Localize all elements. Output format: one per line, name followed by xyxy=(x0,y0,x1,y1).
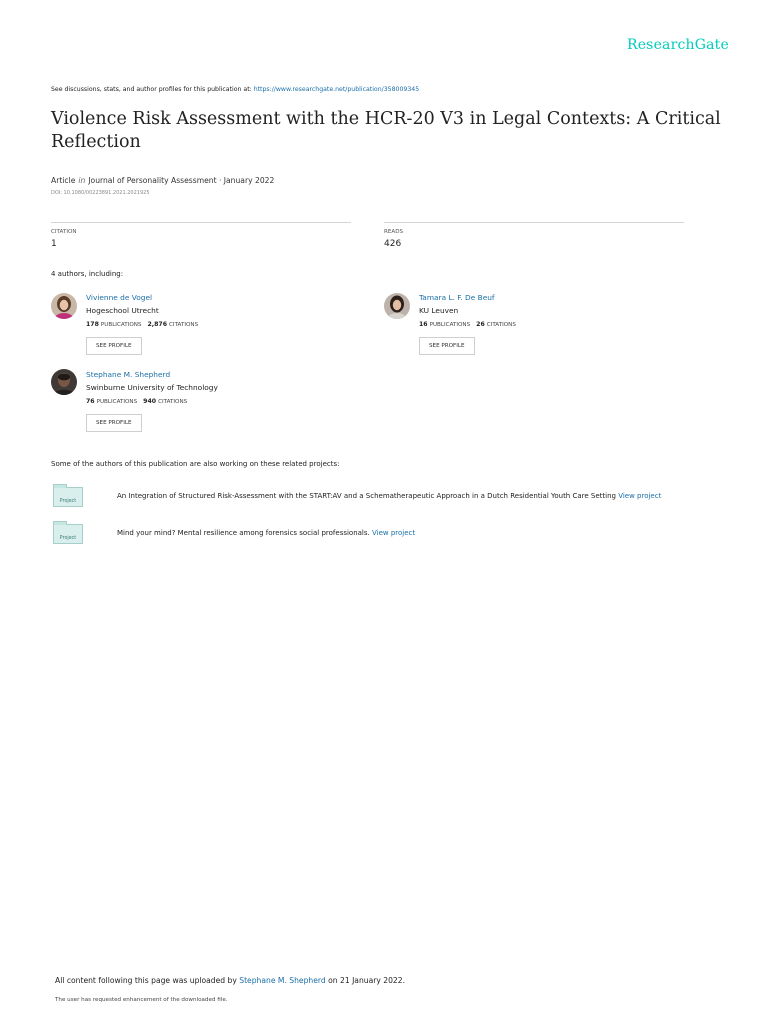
citations-count: 2,876 xyxy=(147,321,168,328)
in-word: in xyxy=(78,176,86,185)
researchgate-logo[interactable]: ResearchGate xyxy=(626,37,729,53)
view-project-link[interactable]: View project xyxy=(371,529,416,537)
project-title: Mind your mind? Mental resilience among forensics social professionals. xyxy=(117,529,372,537)
see-profile-button[interactable]: SEE PROFILE xyxy=(86,414,142,432)
project-item xyxy=(117,529,415,537)
author-institution: Swinburne University of Technology xyxy=(86,383,218,392)
discussion-line xyxy=(51,86,419,93)
avatar-stephane-shepherd[interactable] xyxy=(51,369,77,395)
project-folder-icon[interactable] xyxy=(53,487,83,507)
publications-count: 76 xyxy=(86,398,95,405)
publications-count: 16 xyxy=(419,321,428,328)
reads-count: 426 xyxy=(384,239,402,249)
project-icon-label: Project xyxy=(59,499,77,504)
project-folder-icon[interactable] xyxy=(53,524,83,544)
author-name-link[interactable]: Stephane M. Shepherd xyxy=(86,370,171,379)
citations-label: CITATIONS xyxy=(158,399,188,405)
divider-reads xyxy=(384,222,684,223)
avatar-portrait-icon xyxy=(51,293,77,319)
projects-heading: Some of the authors of this publication are also working on these related projects: xyxy=(51,460,340,468)
author-stats xyxy=(419,321,522,328)
view-project-link[interactable]: View project xyxy=(618,492,662,500)
journal-date: Journal of Personality Assessment · January 2022 xyxy=(88,176,275,185)
discussion-text: See discussions, stats, and author profiles for this publication at: xyxy=(51,86,254,93)
author-institution: KU Leuven xyxy=(419,306,459,315)
publications-count: 178 xyxy=(86,321,99,328)
citations-label: CITATIONS xyxy=(169,322,199,328)
author-institution: Hogeschool Utrecht xyxy=(86,306,159,315)
citations-count: 940 xyxy=(143,398,157,405)
publications-label: PUBLICATIONS xyxy=(429,322,471,328)
see-profile-button[interactable]: SEE PROFILE xyxy=(86,337,142,355)
avatar-portrait-icon xyxy=(384,293,410,319)
publications-label: PUBLICATIONS xyxy=(96,399,138,405)
citation-label: CITATION xyxy=(51,229,77,235)
article-title: Violence Risk Assessment with the HCR-20 V3 in Legal Contexts: A Critical Reflection xyxy=(51,109,721,152)
upload-suffix: on 21 January 2022. xyxy=(325,976,406,985)
avatar-vivienne-de-vogel[interactable] xyxy=(51,293,77,319)
citations-label: CITATIONS xyxy=(486,322,516,328)
upload-prefix: All content following this page was uploaded by xyxy=(55,976,240,985)
citations-count: 26 xyxy=(476,321,485,328)
project-icon-label: Project xyxy=(59,536,77,541)
project-item xyxy=(117,492,661,500)
project-title: An Integration of Structured Risk-Assessment with the START:AV and a Schematherapeutic Approach in a Dutch Residential Youth Care Setting xyxy=(117,492,619,500)
author-stats xyxy=(86,398,193,405)
article-meta xyxy=(51,176,274,185)
upload-notice xyxy=(55,976,405,985)
article-type: Article xyxy=(51,176,76,185)
doi: DOI: 10.1080/00223891.2021.2021925 xyxy=(51,190,150,196)
author-stats xyxy=(86,321,204,328)
reads-label: READS xyxy=(384,229,404,235)
author-name-link[interactable]: Tamara L. F. De Beuf xyxy=(419,293,495,302)
avatar-tamara-de-beuf[interactable] xyxy=(384,293,410,319)
enhancement-note: The user has requested enhancement of the downloaded file. xyxy=(55,997,228,1003)
citation-count: 1 xyxy=(51,239,57,249)
avatar-portrait-icon xyxy=(51,369,77,395)
divider-citation xyxy=(51,222,351,223)
author-name-link[interactable]: Vivienne de Vogel xyxy=(86,293,153,302)
publication-link[interactable]: https://www.researchgate.net/publication/358009345 xyxy=(253,86,420,93)
see-profile-button[interactable]: SEE PROFILE xyxy=(419,337,475,355)
authors-heading: 4 authors, including: xyxy=(51,270,124,278)
publications-label: PUBLICATIONS xyxy=(100,322,142,328)
uploader-link[interactable]: Stephane M. Shepherd xyxy=(239,976,326,985)
